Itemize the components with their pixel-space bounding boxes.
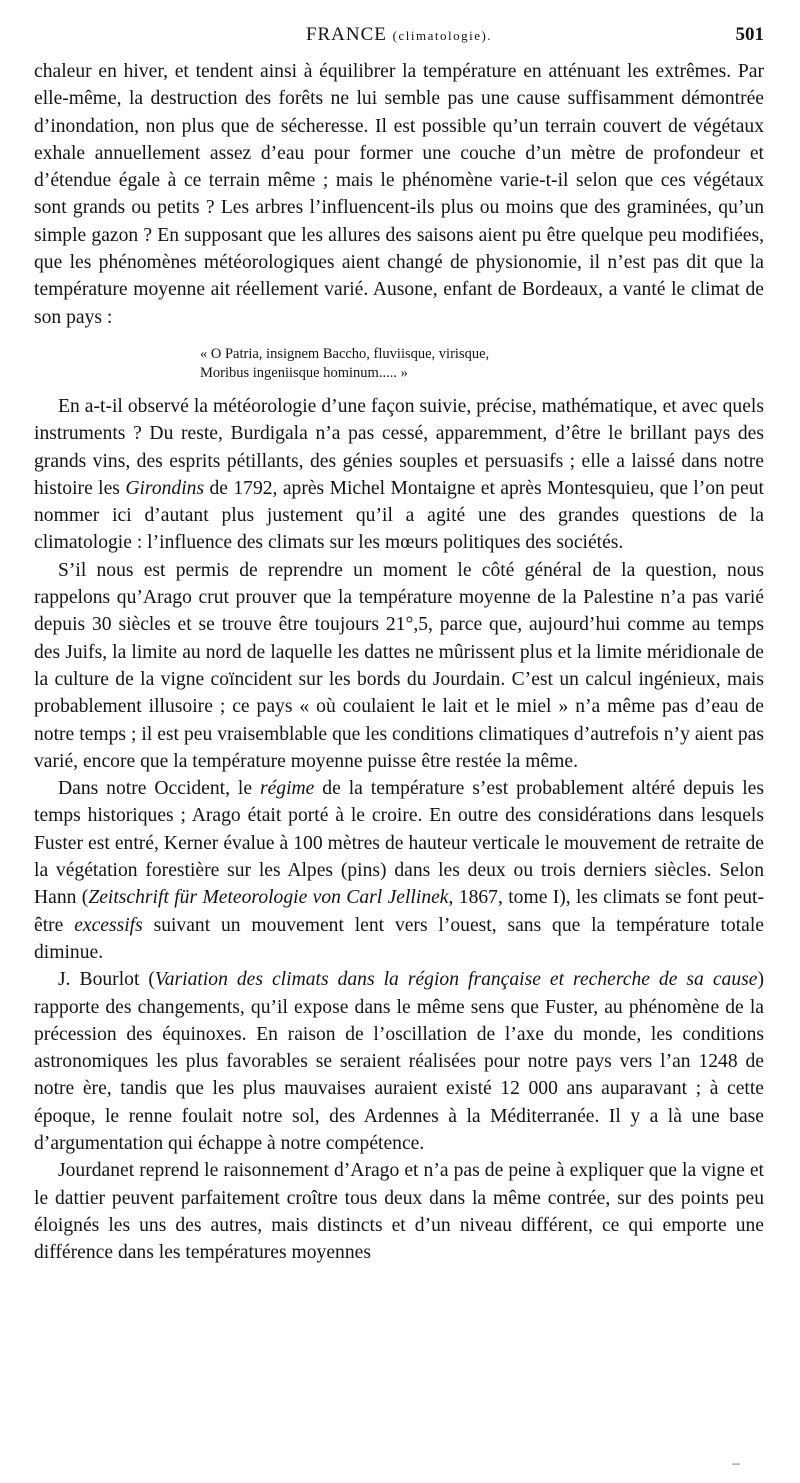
paragraph-bourlot (34, 966, 764, 1157)
paragraph-continuation: chaleur en hiver, et tendent ainsi à équilibrer la température en atténuant les extrêmes. Par elle-même, la destruction des forêts ne lui semble pas une cause suffisamment démontrée d’inondation, non plus que de sécheresse. Il est possible qu’un terrain couvert de végétaux exhale annuellement assez d’eau pour former une couche d’un mètre de profondeur et d’étendue égale à ce terrain même ; mais le phénomène varie-t-il selon que ces végétaux sont grands ou petits ? Les arbres l’influencent-ils plus ou moins que des graminées, qu’un simple gazon ? En supposant que les allures des saisons aient pu être quelque peu modifiées, que les phénomènes météorologiques aient changé de physionomie, il n’est pas dit que la température moyenne ait réellement varié. Ausone, enfant de Bordeaux, a vanté le climat de son pays : (34, 61, 764, 328)
italic-run: Zeitschrift für Meteorologie von Carl Jellinek (88, 887, 449, 909)
italic-run: régime (259, 778, 315, 800)
running-title-subtitle: (climatologie). (392, 28, 493, 43)
quote-line-2: Moribus ingeniisque hominum..... » (200, 364, 408, 381)
running-title-main: FRANCE (305, 24, 387, 45)
paragraph-jourdanet: Jourdanet reprend le raisonnement d’Arago et n’a pas de peine à expliquer que la vigne et le dattier peuvent parfaitement croître tous deux dans la même contrée, sur des points peu éloignés les uns des autres, mais distincts et d’un niveau différent, ce qui emporte une différence dans les températures moyennes (34, 1160, 764, 1264)
text-run: Dans notre Occident, le (58, 778, 260, 800)
running-title (34, 24, 764, 46)
italic-run: Girondins (125, 477, 205, 499)
text-run: de 1792, après Michel Montaigne et après Montesquieu, que l’on peut nommer ici d’autant plus justement qu’il a agité une des grandes questions de la climatologie : l’influence des climats sur les mœurs politiques des sociétés. (34, 477, 764, 554)
body-text (34, 58, 764, 1266)
text-run: suivant un mouvement lent vers l’ouest, sans que la température totale diminue. (34, 914, 764, 963)
paragraph-ausone (34, 393, 764, 557)
text-run: , 1867, tome I), les climats se font peut-être (34, 887, 764, 936)
page-number: 501 (735, 24, 764, 45)
italic-run: Variation des climats dans la région française et recherche de sa cause (154, 969, 758, 991)
latin-quotation (200, 345, 764, 383)
italic-run: excessifs (74, 914, 143, 936)
page-header (34, 24, 764, 54)
paragraph-occident (34, 775, 764, 966)
footer-mark: -- (732, 1456, 740, 1470)
text-run: J. Bourlot ( (58, 969, 155, 991)
text-run: de la température s’est probablement altéré depuis les temps historiques ; Arago était porté à le croire. En outre des considérations dans lesquels Fuster est entré, Kerner évalue à 100 mètres de hauteur verticale le mouvement de retraite de la végétation forestière sur les Alpes (pins) dans les deux ou trois derniers siècles. Selon Hann ( (34, 778, 764, 909)
quote-line-1: « O Patria, insignem Baccho, fluviisque, virisque, (200, 345, 490, 362)
text-run: En a-t-il observé la météorologie d’une façon suivie, précise, mathématique, et avec quels instruments ? Du reste, Burdigala n’a pas cessé, apparemment, d’être le brillant pays des grands vins, des esprits pétillants, des génies souples et persuasifs ; elle a laissé dans notre histoire les (34, 395, 764, 499)
paragraph-arago: S’il nous est permis de reprendre un moment le côté général de la question, nous rappelons qu’Arago crut prouver que la température moyenne de la Palestine n’a pas varié depuis 30 siècles et se trouve être toujours 21°,5, parce que, aujourd’hui comme au temps des Juifs, la limite au nord de laquelle les dattes ne mûrissent plus et la limite méridionale de la culture de la vigne coïncident sur les bords du Jourdain. C’est un calcul ingénieux, mais probablement illusoire ; ce pays « où coulaient le lait et le miel » n’a même pas d’eau de notre temps ; il est peu vraisemblable que les conditions climatiques d’autrefois n’y aient pas varié, encore que la température moyenne puisse être restée la même. (34, 559, 764, 772)
text-run: ) rapporte des changements, qu’il expose dans le même sens que Fuster, au phénomène de la précession des équinoxes. En raison de l’oscillation de l’axe du monde, les conditions astronomiques les plus favorables se seraient réalisées pour notre pays vers l’an 1248 de notre ère, tandis que les plus mauvaises auraient existé 12 000 ans auparavant ; à cette époque, le renne foulait notre sol, des Ardennes à la Méditerranée. Il y a là une base d’argumentation qui échappe à notre compétence. (34, 969, 764, 1154)
